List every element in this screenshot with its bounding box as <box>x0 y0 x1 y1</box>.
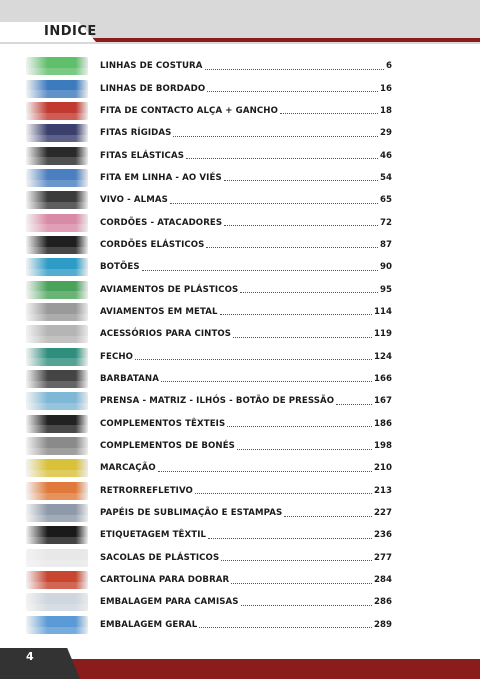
toc-entry[interactable] <box>26 122 392 144</box>
toc-entry-thumbnail <box>26 482 88 500</box>
toc-entry-page: 65 <box>380 195 392 206</box>
toc-leader-dots <box>241 605 372 606</box>
toc-entry[interactable] <box>26 614 392 636</box>
toc-entry-page: 167 <box>374 396 392 407</box>
toc-entry-thumbnail <box>26 549 88 567</box>
toc-entry-label: PRENSA - MATRIZ - ILHÓS - BOTÃO DE PRESSÃO <box>100 396 335 407</box>
toc-entry[interactable] <box>26 189 392 211</box>
toc-entry-page: 227 <box>374 508 392 519</box>
toc-leader-dots <box>207 91 378 92</box>
toc-leader-dots <box>224 180 378 181</box>
toc-entry-label: RETRORREFLETIVO <box>100 485 193 496</box>
toc-entry-label: BOTÕES <box>100 262 140 273</box>
toc-leader-dots <box>161 381 372 382</box>
toc-entry-thumbnail <box>26 57 88 75</box>
toc-leader-dots <box>227 426 372 427</box>
toc-entry[interactable] <box>26 55 392 77</box>
toc-entry-thumbnail <box>26 80 88 98</box>
toc-entry-thumbnail <box>26 459 88 477</box>
toc-leader-dots <box>280 113 378 114</box>
toc-leader-dots <box>142 270 378 271</box>
toc-entry-label: FECHO <box>100 351 134 362</box>
toc-entry-thumbnail <box>26 236 88 254</box>
toc-entry-label: BARBATANA <box>100 373 159 384</box>
toc-entry-page: 87 <box>380 239 392 250</box>
toc-entry[interactable] <box>26 211 392 233</box>
footer-page-tab <box>0 648 80 679</box>
toc-entry-label: CORDÕES ELÁSTICOS <box>100 239 205 250</box>
toc-leader-dots <box>208 538 372 539</box>
toc-entry-page: 289 <box>374 619 392 630</box>
toc-leader-dots <box>135 359 372 360</box>
toc-entry[interactable] <box>26 323 392 345</box>
toc-entry-label: CARTOLINA PARA DOBRAR <box>100 575 230 586</box>
toc-entry-page: 186 <box>374 418 392 429</box>
toc-entry-thumbnail <box>26 616 88 634</box>
toc-entry-label: AVIAMENTOS EM METAL <box>100 306 218 317</box>
toc-entry-label: FITAS RÍGIDAS <box>100 128 172 139</box>
page-number: 4 <box>26 650 34 663</box>
toc-entry-label: ETIQUETAGEM TÊXTIL <box>100 530 207 541</box>
toc-leader-dots <box>195 493 372 494</box>
toc-entry-label: EMBALAGEM PARA CAMISAS <box>100 597 239 608</box>
toc-leader-dots <box>233 337 372 338</box>
toc-entry-page: 284 <box>374 575 392 586</box>
toc-entry-thumbnail <box>26 102 88 120</box>
toc-entry-label: COMPLEMENTOS DE BONÉS <box>100 441 235 452</box>
toc-entry-thumbnail <box>26 303 88 321</box>
toc-entry[interactable] <box>26 100 392 122</box>
toc-entry-page: 72 <box>380 217 392 228</box>
toc-entry[interactable] <box>26 591 392 613</box>
toc-leader-dots <box>186 158 378 159</box>
toc-entry-thumbnail <box>26 281 88 299</box>
toc-entry-page: 236 <box>374 530 392 541</box>
toc-entry[interactable] <box>26 301 392 323</box>
toc-entry-page: 119 <box>374 329 392 340</box>
toc-entry[interactable] <box>26 547 392 569</box>
toc-entry-thumbnail <box>26 169 88 187</box>
toc-entry[interactable] <box>26 524 392 546</box>
toc-entry-thumbnail <box>26 214 88 232</box>
toc-entry[interactable] <box>26 368 392 390</box>
toc-entry[interactable] <box>26 457 392 479</box>
toc-entry[interactable] <box>26 502 392 524</box>
toc-entry[interactable] <box>26 413 392 435</box>
toc-leader-dots <box>205 69 385 70</box>
toc-entry-label: LINHAS DE BORDADO <box>100 83 206 94</box>
toc-entry-thumbnail <box>26 124 88 142</box>
toc-entry-page: 54 <box>380 172 392 183</box>
toc-entry-page: 29 <box>380 128 392 139</box>
toc-entry-label: AVIAMENTOS DE PLÁSTICOS <box>100 284 239 295</box>
toc-leader-dots <box>221 560 372 561</box>
toc-entry[interactable] <box>26 435 392 457</box>
toc-leader-dots <box>199 627 372 628</box>
toc-entry-page: 286 <box>374 597 392 608</box>
toc-entry-thumbnail <box>26 437 88 455</box>
toc-entry-label: CORDÕES - ATACADORES <box>100 217 223 228</box>
toc-entry[interactable] <box>26 278 392 300</box>
toc-entry-thumbnail <box>26 392 88 410</box>
toc-entry-page: 16 <box>380 83 392 94</box>
toc-entry[interactable] <box>26 167 392 189</box>
toc-leader-dots <box>237 449 372 450</box>
toc-entry-thumbnail <box>26 571 88 589</box>
toc-entry-label: EMBALAGEM GERAL <box>100 619 198 630</box>
toc-entry-thumbnail <box>26 415 88 433</box>
toc-leader-dots <box>336 404 372 405</box>
toc-entry-page: 198 <box>374 441 392 452</box>
toc-entry-label: SACOLAS DE PLÁSTICOS <box>100 552 220 563</box>
toc-entry[interactable] <box>26 569 392 591</box>
toc-entry[interactable] <box>26 234 392 256</box>
toc-entry-label: MARCAÇÃO <box>100 463 156 474</box>
toc-leader-dots <box>206 247 378 248</box>
toc-entry-thumbnail <box>26 258 88 276</box>
toc-entry-page: 114 <box>374 306 392 317</box>
toc-entry[interactable] <box>26 144 392 166</box>
toc-entry-page: 277 <box>374 552 392 563</box>
toc-entry-thumbnail <box>26 526 88 544</box>
toc-entry[interactable] <box>26 480 392 502</box>
toc-entry-page: 18 <box>380 105 392 116</box>
toc-leader-dots <box>231 583 372 584</box>
toc-leader-dots <box>173 136 378 137</box>
toc-leader-dots <box>224 225 378 226</box>
toc-entry-label: PAPÉIS DE SUBLIMAÇÃO E ESTAMPAS <box>100 508 283 519</box>
toc-entry-page: 6 <box>386 61 392 72</box>
toc-leader-dots <box>220 314 372 315</box>
toc-entry[interactable] <box>26 345 392 367</box>
toc-entry-page: 210 <box>374 463 392 474</box>
toc-entry-thumbnail <box>26 147 88 165</box>
toc-entry-page: 95 <box>380 284 392 295</box>
toc-entry-label: FITA EM LINHA - AO VIÉS <box>100 172 222 183</box>
toc-entry-thumbnail <box>26 370 88 388</box>
toc-entry-label: VIVO - ALMAS <box>100 195 168 206</box>
toc-leader-dots <box>158 471 372 472</box>
toc-entry-label: LINHAS DE COSTURA <box>100 61 203 72</box>
table-of-contents <box>26 55 392 636</box>
toc-entry-label: FITAS ELÁSTICAS <box>100 150 184 161</box>
toc-entry-thumbnail <box>26 325 88 343</box>
toc-entry[interactable] <box>26 77 392 99</box>
toc-entry-page: 124 <box>374 351 392 362</box>
toc-entry-thumbnail <box>26 191 88 209</box>
toc-entry-label: COMPLEMENTOS TÊXTEIS <box>100 418 226 429</box>
toc-entry-thumbnail <box>26 593 88 611</box>
toc-entry-page: 213 <box>374 485 392 496</box>
page-title: INDICE <box>44 24 97 39</box>
toc-entry-label: FITA DE CONTACTO ALÇA + GANCHO <box>100 105 278 116</box>
toc-entry[interactable] <box>26 390 392 412</box>
toc-entry-thumbnail <box>26 348 88 366</box>
toc-entry-thumbnail <box>26 504 88 522</box>
toc-entry-page: 46 <box>380 150 392 161</box>
toc-entry-page: 166 <box>374 373 392 384</box>
toc-entry[interactable] <box>26 256 392 278</box>
toc-leader-dots <box>170 203 378 204</box>
toc-entry-label: ACESSÓRIOS PARA CINTOS <box>100 329 232 340</box>
toc-leader-dots <box>284 516 372 517</box>
toc-entry-page: 90 <box>380 262 392 273</box>
toc-leader-dots <box>240 292 378 293</box>
